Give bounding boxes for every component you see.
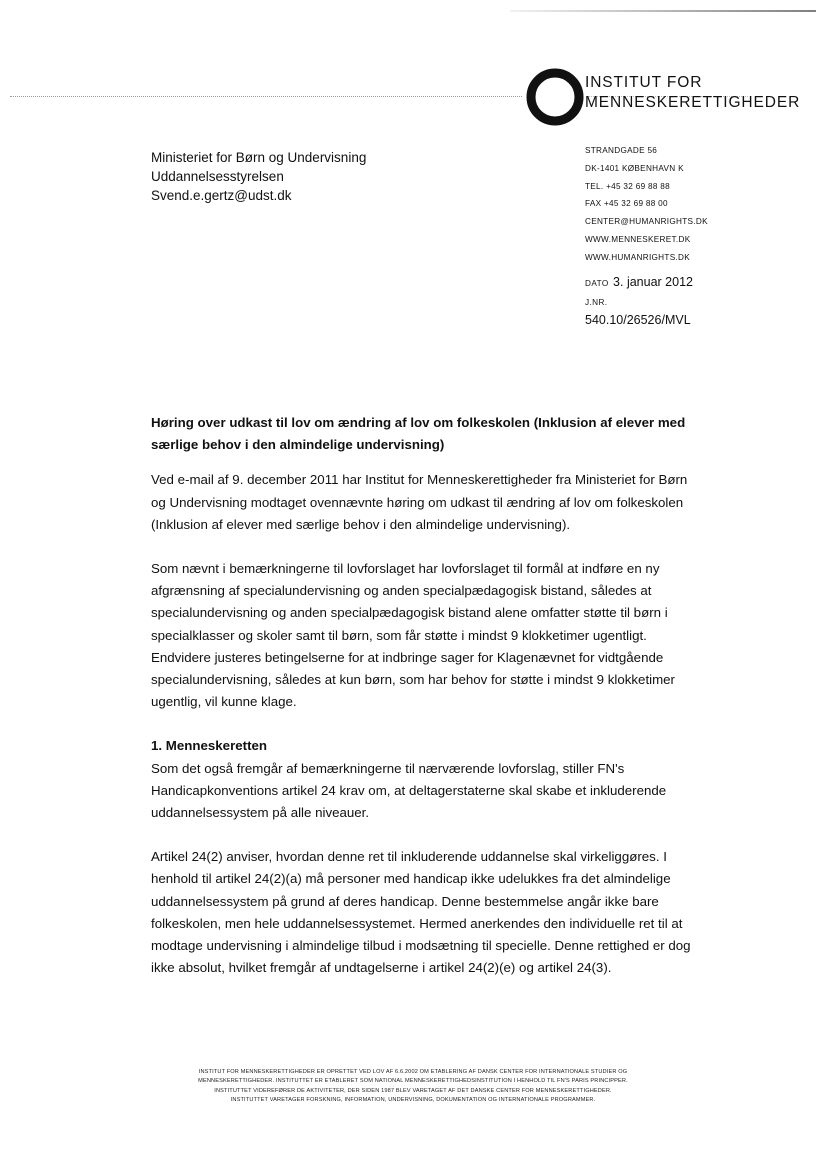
scan-artifact-top: [510, 10, 816, 12]
recipient-ministry: Ministeriet for Børn og Undervisning: [151, 150, 367, 165]
contact-fax: FAX +45 32 69 88 00: [585, 199, 668, 209]
letter-subject: Høring over udkast til lov om ændring af lov om folkeskolen (Inklusion af elever med særlige behov i den almindelige undervisning): [151, 415, 686, 453]
contact-web-dk: WWW.MENNESKERET.DK: [585, 234, 691, 244]
recipient-address: [151, 148, 366, 205]
section-heading-human-rights: 1. Menneskeretten: [151, 738, 268, 754]
jnr-label: J.NR.: [585, 298, 608, 307]
date-label: DATO: [585, 279, 609, 288]
letter-body: [151, 412, 691, 979]
jnr-value: 540.10/26526/MVL: [585, 313, 691, 327]
footer-line2: MENNESKERETTIGHEDER. INSTITUTTET ER ETABLERET SOM NATIONAL MENNESKERETTIGHEDSINSTITUTION I HENHOLD TIL FN'S PARIS PRINCIPPER.: [198, 1078, 628, 1085]
contact-email: CENTER@HUMANRIGHTS.DK: [585, 217, 708, 227]
date-row: [585, 273, 693, 292]
date-value: 3. januar 2012: [613, 275, 693, 289]
paragraph-convention: Som det også fremgår af bemærkningerne til nærværende lovforslag, stiller FN's Handicapkonventions artikel 24 krav om, at deltagerstaterne skal skabe et inkluderende uddannelsessystem på alle niveauer.: [151, 760, 667, 821]
paragraph-purpose: Som nævnt i bemærkningerne til lovforslaget har lovforslaget til formål at indføre en ny afgrænsning af specialundervisning og anden specialpædagogisk bistand, således at specialundervisning og anden specialpædagogisk bistand alene omfatter støtte til børn i specialklasser og skoler samt til børn, som får støtte i mindst 9 klokketimer ugentligt. Endvidere justeres betingelserne for at indbringe sager for Klagenævnet for vidtgående specialundervisning, således at kun børn, som har behov for støtte i mindst 9 klokketimer ugentlig, vil kunne klage.: [151, 561, 675, 710]
contact-city: DK-1401 KØBENHAVN K: [585, 163, 684, 173]
footer-line4: INSTITUTTET VARETAGER FORSKNING, INFORMATION, UNDERVISNING, DOKUMENTATION OG INTERNATIONALE PROGRAMMER.: [230, 1096, 596, 1103]
footer-line1: INSTITUT FOR MENNESKERETTIGHEDER ER OPRETTET VED LOV AF 6.6.2002 OM ETABLERING AF DANSK CENTER FOR INTERNATIONALE STUDIER OG: [198, 1069, 628, 1075]
institution-name-line2: MENNESKERETTIGHEDER: [585, 94, 801, 111]
recipient-agency: Uddannelsesstyrelsen: [151, 169, 284, 184]
paragraph-article-24: Artikel 24(2) anviser, hvordan denne ret til inkluderende uddannelse skal virkeliggøres. I henhold til artikel 24(2)(a) må personer med handicap ikke udelukkes fra det almindelige uddannelsessystem på grund af deres handicap. Denne bestemmelse angår ikke bare folkeskolen, men hele uddannelsessystemet. Hermed anerkendes den individuelle ret til at modtage undervisning i almindelige tilbud i modsætning til specielle. Denne rettighed er dog ikke absolut, hvilket fremgår af undtagelserne i artikel 24(2)(e) og artikel 24(3).: [151, 849, 691, 976]
contact-web-com: WWW.HUMANRIGHTS.DK: [585, 252, 691, 262]
institute-logo-icon: [524, 66, 586, 128]
jnr-label-row: [585, 292, 693, 311]
recipient-email: Svend.e.gertz@udst.dk: [151, 188, 292, 203]
legal-footer: [140, 1068, 686, 1105]
scan-artifact-line: [10, 96, 522, 97]
letter-meta: [585, 273, 693, 329]
jnr-value-row: [585, 311, 693, 329]
contact-tel: TEL. +45 32 69 88 88: [585, 181, 670, 191]
contact-street: STRANDGADE 56: [585, 146, 658, 155]
paragraph-intro: Ved e-mail af 9. december 2011 har Institut for Menneskerettigheder fra Ministeriet for Børn og Undervisning modtaget ovennævnte høring om udkast til ændring af lov om folkeskolen (Inklusion af elever med særlige behov i den almindelige undervisning).: [151, 472, 688, 532]
institution-name: [585, 73, 800, 113]
sender-contact-block: [585, 142, 708, 267]
institution-name-line1: INSTITUT FOR: [585, 74, 703, 91]
footer-line3: INSTITUTTET VIDEREFØRER DE AKTIVITETER, DER SIDEN 1987 BLEV VARETAGET AF DET DANSKE CENTER FOR MENNESKERETTIGHEDER.: [214, 1087, 612, 1094]
